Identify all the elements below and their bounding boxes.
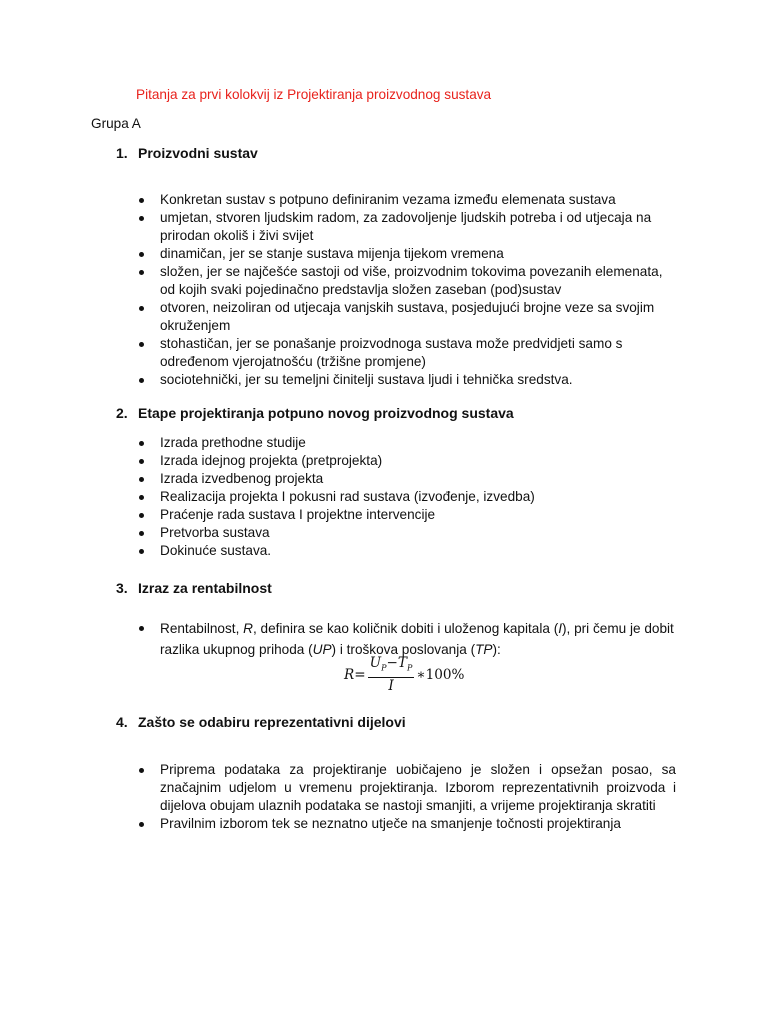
section-1-list <box>160 191 676 389</box>
formula-lhs: R= <box>344 666 366 683</box>
section-title: Zašto se odabiru reprezentativni dijelovi <box>138 714 406 730</box>
bullet-icon <box>139 531 144 536</box>
section-number: 4. <box>116 714 128 730</box>
bullet-icon <box>139 513 144 518</box>
section-3-heading <box>116 580 272 596</box>
bullet-icon <box>139 342 144 347</box>
formula-numerator: $U_P-T_P$ <box>368 655 415 678</box>
bullet-icon <box>139 441 144 446</box>
bullet-icon <box>139 495 144 500</box>
bullet-icon <box>139 216 144 221</box>
section-4-list <box>160 761 676 833</box>
bullet-icon <box>139 252 144 257</box>
section-number: 1. <box>116 145 128 161</box>
list-item: umjetan, stvoren ljudskim radom, za zadovoljenje ljudskih potreba i od utjecaja na prirodan okoliš i živi svijet <box>160 209 676 245</box>
list-item: stohastičan, jer se ponašanje proizvodnoga sustava može predvidjeti samo s određenom vjerojatnošću (tržišne promjene) <box>160 335 676 371</box>
rentability-formula <box>344 655 464 695</box>
section-title: Proizvodni sustav <box>138 145 258 161</box>
bullet-icon <box>139 378 144 383</box>
section-1-heading <box>116 145 258 161</box>
list-item: Izrada izvedbenog projekta <box>160 470 676 488</box>
bullet-icon <box>139 549 144 554</box>
section-4-heading <box>116 714 406 730</box>
bullet-icon <box>139 270 144 275</box>
list-item: Izrada prethodne studije <box>160 434 676 452</box>
section-title: Izraz za rentabilnost <box>138 580 272 596</box>
bullet-icon <box>139 306 144 311</box>
list-item: Realizacija projekta I pokusni rad sustava (izvođenje, izvedba) <box>160 488 676 506</box>
section-2-list <box>160 434 676 560</box>
list-item: složen, jer se najčešće sastoji od više, proizvodnim tokovima povezanih elemenata, od kojih svaki pojedinačno predstavlja složen zaseban (pod)sustav <box>160 263 676 299</box>
list-item: dinamičan, jer se stanje sustava mijenja tijekom vremena <box>160 245 676 263</box>
bullet-icon <box>139 477 144 482</box>
list-item: Izrada idejnog projekta (pretprojekta) <box>160 452 676 470</box>
bullet-icon <box>139 459 144 464</box>
section-2-heading <box>116 405 514 421</box>
group-label: Grupa A <box>91 116 141 131</box>
list-item: Rentabilnost, R, definira se kao količnik dobiti i uloženog kapitala (I), pri čemu je dobit razlika ukupnog prihoda (UP) i troškova poslovanja (TP): <box>160 618 676 660</box>
section-number: 2. <box>116 405 128 421</box>
section-number: 3. <box>116 580 128 596</box>
section-title: Etape projektiranja potpuno novog proizvodnog sustava <box>138 405 514 421</box>
list-item: Pretvorba sustava <box>160 524 676 542</box>
list-item: otvoren, neizoliran od utjecaja vanjskih sustava, posjedujući brojne veze sa svojim okruženjem <box>160 299 676 335</box>
bullet-icon <box>139 768 144 773</box>
list-item: Konkretan sustav s potpuno definiranim vezama između elemenata sustava <box>160 191 676 209</box>
formula-fraction <box>368 655 415 695</box>
list-item: Dokinuće sustava. <box>160 542 676 560</box>
list-item: Priprema podataka za projektiranje uobičajeno je složen i opsežan posao, sa značajnim udjelom u vremenu projektiranja. Izborom reprezentativnih proizvoda i dijelova obujam ulaznih podataka se nastoji smanjiti, a vrijeme projektiranja skratiti <box>160 761 676 815</box>
bullet-icon <box>139 822 144 827</box>
formula-rhs: ∗100% <box>416 666 465 683</box>
bullet-icon <box>139 198 144 203</box>
section-3-list <box>160 618 676 660</box>
list-item: sociotehnički, jer su temeljni činitelji sustava ljudi i tehnička sredstva. <box>160 371 676 389</box>
list-item: Praćenje rada sustava I projektne intervencije <box>160 506 676 524</box>
formula-denominator: I <box>388 677 394 694</box>
document-title: Pitanja za prvi kolokvij iz Projektiranja proizvodnog sustava <box>136 87 492 102</box>
list-item: Pravilnim izborom tek se neznatno utječe na smanjenje točnosti projektiranja <box>160 815 676 833</box>
bullet-icon <box>139 626 144 631</box>
